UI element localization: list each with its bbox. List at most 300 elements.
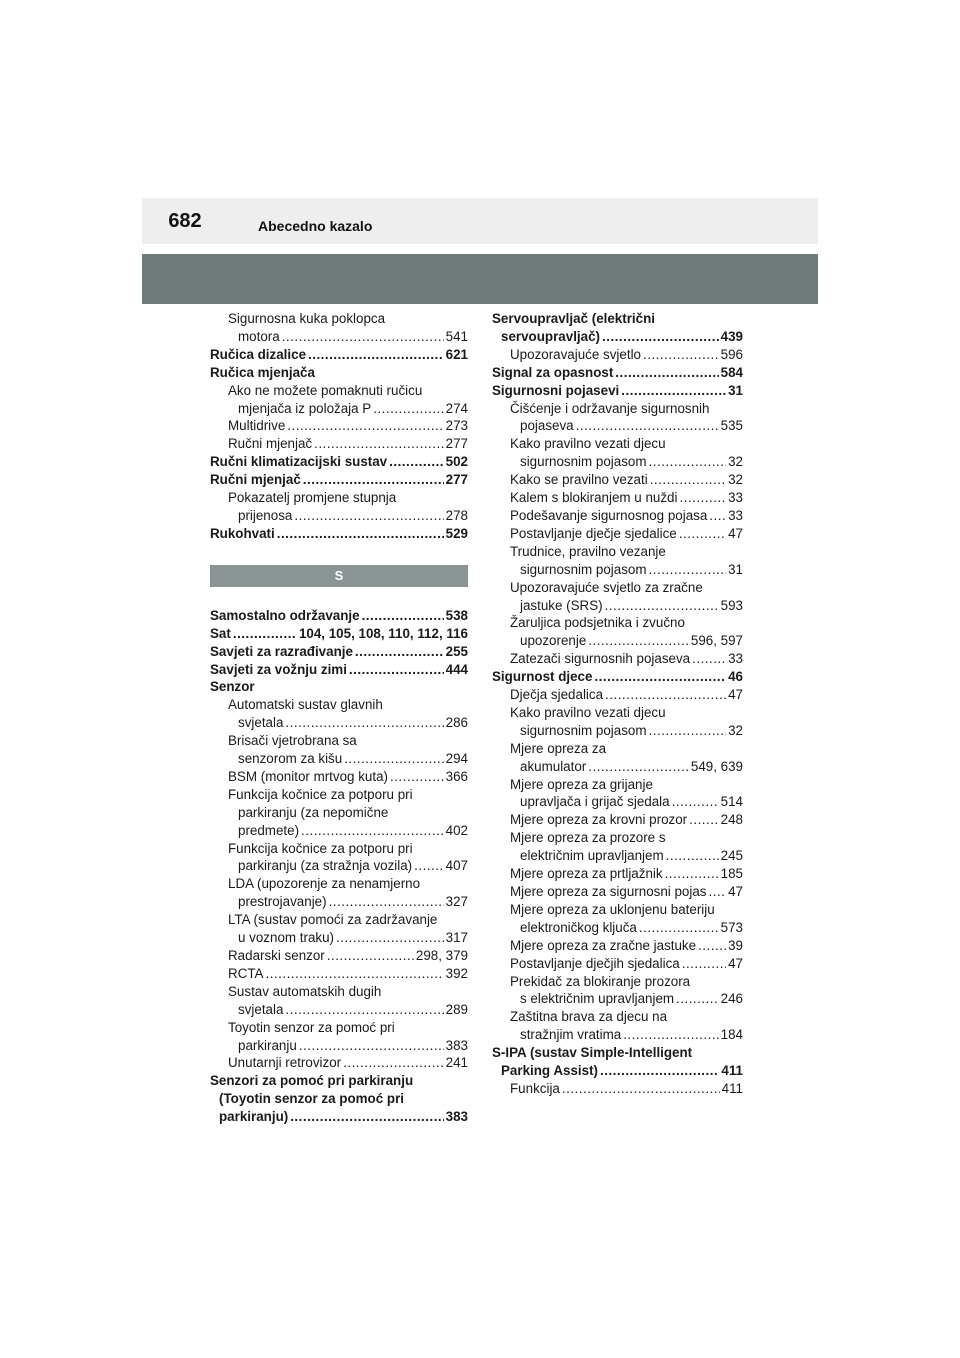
dot-leader [389, 453, 444, 471]
index-entry [210, 346, 468, 364]
index-group-r [210, 310, 468, 543]
dot-leader [301, 822, 444, 840]
entry-text: prestrojavanje) [238, 894, 327, 910]
dot-leader [233, 625, 297, 643]
index-entry-line [492, 865, 743, 883]
entry-text: Savjeti za vožnju zimi [210, 661, 347, 677]
dot-leader [689, 811, 719, 829]
dot-leader [588, 758, 689, 776]
page-reference: 621 [445, 346, 468, 362]
index-entry-line [492, 668, 743, 686]
page-reference: 246 [720, 991, 743, 1007]
chapter-band [142, 254, 818, 304]
index-entry [210, 840, 468, 876]
index-entry [210, 696, 468, 732]
index-entry-line [210, 750, 468, 768]
index-entry-line: Čišćenje i održavanje sigurnosnih [510, 400, 710, 416]
dot-leader [265, 965, 443, 983]
index-entry-line: Servoupravljač (električni [492, 311, 655, 326]
page-reference: 289 [445, 1001, 468, 1017]
index-entry [492, 883, 743, 901]
dot-leader [414, 857, 444, 875]
index-entry-line [210, 400, 468, 418]
index-entry [492, 740, 743, 776]
index-entry-line [210, 1054, 468, 1072]
index-entry [492, 543, 743, 579]
dot-leader [308, 346, 444, 364]
dot-leader [621, 382, 726, 400]
index-entry [210, 768, 468, 786]
index-entry-line [210, 1108, 468, 1126]
dot-leader [639, 919, 719, 937]
entry-text: u voznom traku) [238, 930, 335, 946]
index-entry-line [492, 417, 743, 435]
entry-text: mjenjača iz položaja P [238, 400, 372, 416]
index-entry [210, 453, 468, 471]
index-entry-line [210, 661, 468, 679]
entry-text: Podešavanje sigurnosnog pojasa [510, 507, 708, 523]
index-entry [210, 417, 468, 435]
dot-leader [314, 435, 444, 453]
dot-leader [665, 865, 719, 883]
page-reference: 32 [728, 454, 743, 470]
dot-leader [600, 1062, 719, 1080]
index-entry [492, 973, 743, 1009]
index-entry-line [492, 1026, 743, 1044]
index-entry [210, 382, 468, 418]
index-entry-line [492, 650, 743, 668]
page-reference: 185 [720, 866, 743, 882]
entry-text: s električnim upravljanjem [520, 991, 675, 1007]
index-entry-line [492, 686, 743, 704]
index-entry-line [492, 328, 743, 346]
page-reference: 47 [728, 884, 743, 899]
entry-text: upravljača i grijač sjedala [520, 794, 670, 810]
dot-leader [299, 1037, 444, 1055]
index-entry [210, 661, 468, 679]
entry-text: parkiranju (za stražnja vozila) [238, 858, 413, 874]
dot-leader [562, 1080, 720, 1098]
index-group-s [210, 607, 468, 1126]
dot-leader [390, 768, 444, 786]
index-entry [492, 937, 743, 955]
index-entry [210, 965, 468, 983]
page-reference: 529 [445, 525, 468, 541]
page-reference: 47 [728, 525, 743, 541]
page-reference: 411 [721, 1080, 743, 1096]
entry-text: Upozoravajuće svjetlo [510, 346, 641, 362]
index-entry [492, 489, 743, 507]
dot-leader [602, 328, 719, 346]
page-reference: 33 [728, 490, 743, 506]
index-entry [492, 811, 743, 829]
index-entry-line [492, 525, 743, 543]
index-entry-line: Kako pravilno vezati djecu [510, 436, 666, 452]
index-entry-line [492, 758, 743, 776]
index-entry-line: Trudnice, pravilno vezanje [510, 543, 666, 559]
index-entry-line: Prekidač za blokiranje prozora [510, 973, 691, 989]
entry-text: servoupravljač) [501, 328, 600, 344]
entry-text: Sat [210, 625, 231, 641]
dot-leader [362, 607, 444, 625]
dot-leader [679, 525, 726, 543]
index-entry-line: LDA (upozorenje za nenamjerno [228, 876, 421, 892]
index-entry [492, 865, 743, 883]
index-entry-line [492, 1062, 743, 1080]
index-entry-line: S-IPA (sustav Simple-Intelligent [492, 1045, 693, 1061]
entry-text: elektroničkog ključa [520, 919, 637, 935]
dot-leader [679, 489, 726, 507]
entry-text: akumulator [520, 758, 587, 774]
page-reference: 278 [445, 507, 468, 523]
dot-leader [615, 364, 718, 382]
index-entry-line: (Toyotin senzor za pomoć pri [219, 1091, 404, 1107]
dot-leader [336, 929, 444, 947]
dot-leader [277, 525, 444, 543]
entry-text: Rukohvati [210, 525, 275, 541]
index-entry-line: Zaštitna brava za djecu na [510, 1009, 668, 1025]
index-entry-line [492, 793, 743, 811]
section-title: Abecedno kazalo [258, 218, 373, 234]
index-entry [492, 1008, 743, 1044]
index-entry-line [492, 1080, 743, 1098]
dot-leader [588, 632, 689, 650]
entry-text: Sigurnost djece [492, 669, 593, 685]
index-entry [210, 625, 468, 643]
index-entry-line: Mjere opreza za prozore s [510, 830, 666, 846]
page-reference: 294 [445, 751, 468, 767]
entry-text: stražnjim vratima [520, 1027, 622, 1043]
dot-leader [666, 847, 719, 865]
index-entry-line [210, 625, 468, 643]
entry-text: električnim upravljanjem [520, 848, 664, 864]
entry-text: senzorom za kišu [238, 751, 343, 767]
entry-text: Kalem s blokiranjem u nuždi [510, 490, 678, 506]
dot-leader [294, 507, 443, 525]
page-reference: 32 [728, 722, 743, 738]
dot-leader [709, 507, 726, 525]
index-entry-line: Pokazatelj promjene stupnja [228, 490, 397, 506]
page-reference: 502 [445, 454, 468, 470]
page-reference: 439 [720, 328, 743, 344]
dot-leader [576, 417, 719, 435]
index-entry [492, 614, 743, 650]
page-reference: 274 [445, 400, 468, 416]
index-entry-line [492, 955, 743, 973]
entry-text: Sigurnosni pojasevi [492, 382, 620, 398]
index-entry-line: Toyotin senzor za pomoć pri [228, 1019, 395, 1035]
page-reference: 383 [445, 1037, 468, 1053]
dot-leader [709, 883, 727, 901]
entry-text: parkiranju) [219, 1109, 289, 1125]
index-entry-line [210, 453, 468, 471]
dot-leader [672, 793, 719, 811]
index-entry [492, 686, 743, 704]
index-entry [492, 364, 743, 382]
index-entry-line [492, 883, 743, 901]
index-entry-line [492, 507, 743, 525]
index-entry-line [210, 965, 468, 983]
index-entry-line [210, 768, 468, 786]
entry-text: motora [238, 328, 280, 344]
page-reference: 33 [728, 507, 743, 523]
index-entry-line: Mjere opreza za grijanje [510, 776, 653, 792]
index-entry-line [210, 822, 468, 840]
page-reference: 573 [720, 919, 743, 935]
page-reference: 317 [445, 930, 468, 946]
page-reference: 273 [445, 418, 468, 434]
index-entry-line [210, 417, 468, 435]
entry-text: prijenosa [238, 507, 293, 523]
entry-text: Postavljanje dječje sjedalice [510, 525, 677, 541]
index-column-left [210, 310, 468, 1126]
index-entry-line [210, 607, 468, 625]
index-entry [492, 776, 743, 812]
entry-text: Ručni klimatizacijski sustav [210, 454, 388, 470]
dot-leader [327, 947, 414, 965]
page-number: 682 [168, 210, 202, 232]
entry-text: Kako se pravilno vezati [510, 472, 648, 488]
dot-leader [355, 643, 444, 661]
dot-leader [349, 661, 444, 679]
index-entry [492, 310, 743, 346]
index-entry-line [492, 489, 743, 507]
page-reference: 383 [445, 1109, 468, 1125]
index-entry [492, 346, 743, 364]
entry-text: Mjere opreza za prtljažnik [510, 866, 663, 882]
page-reference: 535 [720, 418, 743, 434]
index-entry [492, 471, 743, 489]
dot-leader [682, 955, 726, 973]
index-entry [210, 875, 468, 911]
index-entry [492, 901, 743, 937]
dot-leader [605, 686, 726, 704]
header-bar [142, 198, 818, 244]
index-entry [210, 525, 468, 543]
index-entry-line [492, 937, 743, 955]
index-entry-line [492, 847, 743, 865]
dot-leader [649, 722, 727, 740]
entry-text: Postavljanje dječjih sjedalica [510, 955, 680, 971]
index-entry-line [492, 364, 743, 382]
page-reference: 514 [720, 794, 743, 810]
index-entry [210, 489, 468, 525]
page-reference: 248 [720, 812, 743, 828]
index-entry-line: Mjere opreza za [510, 740, 607, 756]
page-reference: 549, 639 [690, 758, 743, 774]
index-entry-line: Senzori za pomoć pri parkiranju [210, 1073, 414, 1089]
index-entry-line [210, 328, 468, 346]
page-reference: 286 [445, 715, 468, 731]
index-entry-line [492, 811, 743, 829]
entry-text: upozorenje [520, 633, 587, 649]
entry-text: Radarski senzor [228, 948, 325, 963]
index-entry [210, 947, 468, 965]
index-entry-line [210, 893, 468, 911]
page-reference: 47 [728, 687, 743, 703]
index-entry-line: Upozoravajuće svjetlo za zračne [510, 579, 703, 595]
index-entry [492, 525, 743, 543]
index-entry-line [210, 929, 468, 947]
entry-text: svjetala [238, 1001, 284, 1017]
index-entry [210, 1019, 468, 1055]
entry-text: jastuke (SRS) [520, 597, 603, 613]
index-entry [210, 732, 468, 768]
index-entry [492, 579, 743, 615]
index-entry [210, 310, 468, 346]
index-entry [492, 704, 743, 740]
page-reference: 298, 379 [415, 948, 468, 963]
entry-text: predmete) [238, 822, 300, 838]
index-entry [210, 911, 468, 947]
index-entry [210, 786, 468, 840]
page-reference: 444 [445, 661, 468, 677]
dot-leader [643, 346, 719, 364]
index-entry-line [492, 722, 743, 740]
index-entry [492, 955, 743, 973]
page-reference: 39 [728, 937, 743, 953]
page-reference: 32 [728, 472, 743, 488]
page-reference: 538 [445, 607, 468, 623]
entry-text: Ručica dizalice [210, 346, 307, 362]
dot-leader [649, 561, 727, 579]
page-reference: 184 [720, 1027, 743, 1043]
entry-text: Ručni mjenjač [228, 436, 313, 452]
entry-text: Signal za opasnost [492, 364, 614, 380]
page-reference: 596, 597 [690, 633, 743, 649]
entry-text: svjetala [238, 715, 284, 731]
dot-leader [649, 453, 727, 471]
entry-text: sigurnosnim pojasom [520, 722, 647, 738]
entry-text: Samostalno održavanje [210, 607, 360, 623]
dot-leader [285, 1001, 443, 1019]
index-entry [492, 435, 743, 471]
dot-leader [698, 937, 726, 955]
index-entry [210, 678, 468, 696]
index-entry-line [210, 678, 468, 696]
dot-leader [373, 400, 443, 418]
entry-text: RCTA [228, 965, 264, 981]
page-reference: 255 [445, 643, 468, 659]
entry-text: Ručni mjenjač [210, 472, 301, 488]
dot-leader [650, 471, 726, 489]
index-entry-line: Sustav automatskih dugih [228, 983, 382, 999]
dot-leader [594, 668, 726, 686]
page-reference: 33 [728, 651, 743, 667]
index-entry-line: Automatski sustav glavnih [228, 697, 383, 713]
dot-leader [285, 714, 443, 732]
page-reference: 245 [720, 848, 743, 864]
index-entry-line [492, 453, 743, 471]
page-reference: 31 [728, 561, 743, 577]
index-entry [210, 364, 468, 382]
index-entry [492, 507, 743, 525]
index-entry-line [492, 382, 743, 400]
page-reference: 31 [728, 382, 743, 398]
index-entry-line: parkiranju (za nepomične [238, 804, 389, 820]
index-entry-line [492, 346, 743, 364]
index-entry-line: Žaruljica podsjetnika i zvučno [510, 615, 685, 631]
index-column-right [492, 310, 743, 1098]
dot-leader [623, 1026, 718, 1044]
index-entry-line: Mjere opreza za uklonjenu bateriju [510, 901, 715, 917]
index-entry-line [210, 435, 468, 453]
dot-leader [343, 1054, 444, 1072]
index-entry [210, 607, 468, 625]
page-reference: 411 [721, 1063, 743, 1079]
index-entry-line: Kako pravilno vezati djecu [510, 704, 666, 720]
entry-text: sigurnosnim pojasom [520, 454, 647, 470]
page-reference: 596 [720, 346, 743, 362]
entry-text: Savjeti za razrađivanje [210, 643, 353, 659]
index-group-s-continued [492, 310, 743, 1098]
index-entry-line: Funkcija kočnice za potporu pri [228, 786, 413, 802]
index-entry-line: Funkcija kočnice za potporu pri [228, 840, 413, 856]
entry-text: BSM (monitor mrtvog kuta) [228, 768, 388, 784]
dot-leader [676, 990, 719, 1008]
entry-text: Zatezači sigurnosnih pojaseva [510, 651, 691, 667]
index-entry-line [492, 919, 743, 937]
index-entry-line [210, 364, 468, 382]
page-reference: 402 [445, 822, 468, 838]
dot-leader [303, 471, 444, 489]
index-entry [492, 668, 743, 686]
page-reference: 584 [720, 364, 743, 380]
index-entry-line [210, 1037, 468, 1055]
index-entry-line: Brisači vjetrobrana sa [228, 733, 357, 749]
index-entry [492, 650, 743, 668]
index-entry [492, 400, 743, 436]
entry-text: Mjere opreza za krovni prozor [510, 812, 688, 828]
index-entry [210, 1072, 468, 1126]
index-entry-line: LTA (sustav pomoći za zadržavanje [228, 912, 438, 928]
index-entry-line [210, 1001, 468, 1019]
page-reference: 327 [445, 894, 468, 910]
index-entry-line [492, 990, 743, 1008]
index-entry [492, 1080, 743, 1098]
index-entry [210, 471, 468, 489]
index-entry [492, 382, 743, 400]
entry-text: Parking Assist) [501, 1063, 598, 1079]
index-entry-line: Sigurnosna kuka poklopca [228, 311, 386, 326]
index-entry-line [210, 643, 468, 661]
index-entry-line [210, 471, 468, 489]
page-reference: 407 [445, 858, 468, 874]
page-reference: 366 [445, 768, 468, 784]
page-reference: 46 [728, 669, 743, 685]
index-entry [492, 1044, 743, 1080]
dot-leader [329, 893, 444, 911]
dot-leader [282, 328, 444, 346]
dot-leader [287, 417, 443, 435]
entry-text: Unutarnji retrovizor [228, 1055, 342, 1071]
page-reference: 47 [728, 955, 743, 971]
dot-leader [344, 750, 443, 768]
index-entry-line [492, 561, 743, 579]
index-entry [210, 1054, 468, 1072]
index-entry-line [210, 346, 468, 364]
index-entry [492, 829, 743, 865]
index-entry [210, 643, 468, 661]
entry-text: Multidrive [228, 418, 286, 434]
index-entry-line [492, 471, 743, 489]
page-reference: 593 [720, 597, 743, 613]
index-entry-line [492, 632, 743, 650]
page-reference: 241 [445, 1055, 468, 1071]
entry-text: parkiranju [238, 1037, 297, 1053]
index-entry [210, 435, 468, 453]
page-reference: 277 [445, 472, 468, 488]
